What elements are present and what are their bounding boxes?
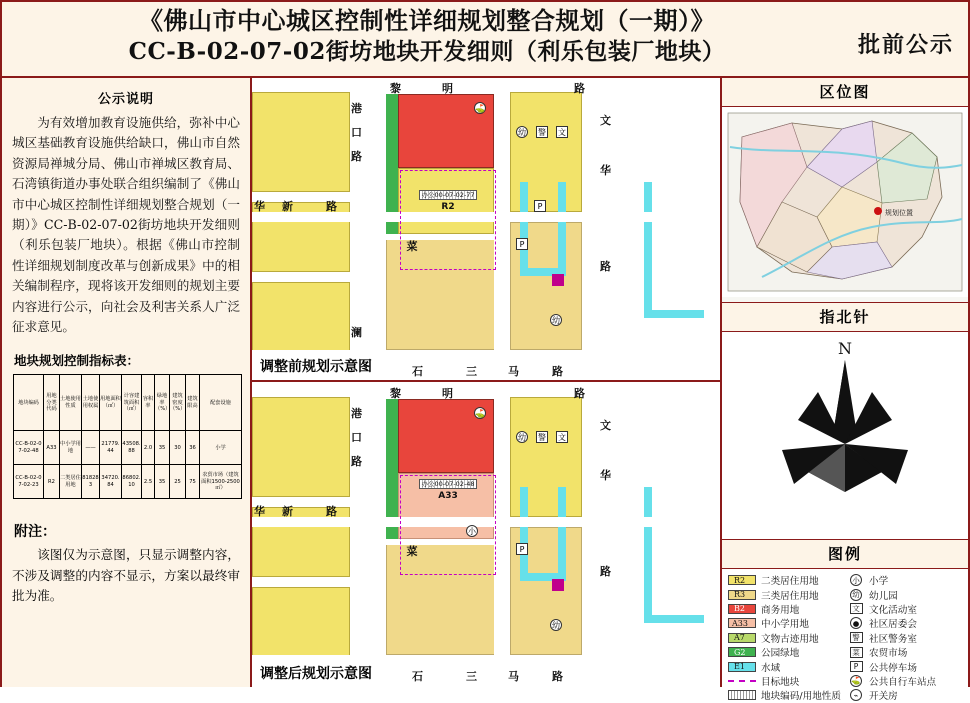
svg-text:N: N — [838, 339, 852, 358]
road-label: 明 — [442, 82, 453, 95]
map-column — [252, 78, 720, 687]
legend-code: A7 — [734, 633, 745, 643]
th-7: 绿地率（%） — [155, 375, 170, 431]
right-column — [720, 78, 968, 703]
parking-icon: P — [534, 200, 546, 212]
legend-item — [848, 688, 962, 702]
road-label: 马 — [508, 365, 519, 378]
plot-use-label: A33 — [438, 491, 458, 501]
cell-r1c1: R2 — [44, 465, 60, 499]
parking-icon: P — [516, 238, 528, 250]
road-label: 石 — [412, 365, 423, 378]
bike-station-icon: ⛳ — [475, 409, 485, 418]
community-committee-icon: ● — [848, 617, 864, 629]
map-before-caption: 调整前规划示意图 — [260, 359, 372, 375]
cell-r1c3: 818283 — [82, 465, 100, 499]
th-3: 土地使用权属 — [82, 375, 100, 431]
culture-room-icon: 文 — [848, 603, 864, 615]
legend-label: 文化活动室 — [869, 604, 917, 616]
road-label: 路 — [326, 505, 337, 518]
legend-label: 农贸市场 — [869, 648, 908, 660]
cell-r1c8: 25 — [170, 465, 186, 499]
legend-column-landuse — [728, 573, 842, 703]
compass-title: 指北针 — [722, 303, 968, 332]
road-label: 石 — [412, 670, 423, 683]
market-label: 菜 — [406, 545, 418, 558]
legend-item — [848, 573, 962, 587]
page-title — [32, 6, 822, 66]
road-label: 路 — [351, 150, 362, 163]
th-1: 用地分类代码 — [44, 375, 60, 431]
legend-label: 小学 — [869, 576, 889, 588]
primary-school-icon: 小 — [468, 527, 476, 536]
parking-icon: P — [848, 661, 864, 673]
plot-index-table — [13, 374, 242, 499]
legend-label: 二类居住用地 — [761, 576, 819, 588]
svg-text:规划位置: 规划位置 — [885, 209, 913, 217]
title-line-1: 《佛山市中心城区控制性详细规划整合规划（一期）》 — [139, 6, 715, 35]
compass-icon — [722, 332, 968, 512]
legend-label: 公共停车场 — [869, 662, 917, 674]
bike-station-icon: ⛳ — [475, 104, 485, 113]
legend-label: 地块编码/用地性质 — [761, 691, 841, 703]
parking-icon: P — [516, 543, 528, 555]
left-text-column — [2, 78, 252, 687]
legend-item — [848, 645, 962, 659]
primary-school-icon: 小 — [848, 574, 864, 586]
legend-item — [848, 602, 962, 616]
kindergarten-icon: 幼 — [552, 316, 560, 325]
cell-r0c6: 2.0 — [142, 431, 155, 465]
cell-r1c6: 2.5 — [142, 465, 155, 499]
road-label: 黎 — [390, 82, 401, 95]
legend-item — [848, 659, 962, 673]
location-map-svg — [722, 107, 968, 297]
cell-r0c3: —— — [82, 431, 100, 465]
legend-code: A33 — [732, 618, 748, 628]
police-icon: 警 — [538, 128, 546, 137]
th-4: 用地面积（㎡） — [100, 375, 122, 431]
cell-r0c10: 小学 — [200, 431, 242, 465]
road-label: 港 — [351, 407, 362, 420]
plot-use-label: R2 — [441, 202, 455, 212]
table-header-row — [14, 375, 242, 431]
road-label: 马 — [508, 670, 519, 683]
legend-item — [728, 674, 842, 688]
th-8: 建筑密度（%） — [170, 375, 186, 431]
legend — [722, 569, 968, 703]
target-plot-outline — [400, 170, 496, 270]
road-label: 路 — [600, 565, 611, 578]
road-label: 路 — [600, 260, 611, 273]
road-label: 路 — [552, 670, 563, 683]
notes-body: 该图仅为示意图，只显示调整内容，不涉及调整的内容不显示，方案以最终审批为准。 — [12, 547, 240, 604]
kindergarten-icon: 幼 — [848, 589, 864, 601]
location-map-title: 区位图 — [722, 78, 968, 107]
target-plot-outline — [400, 475, 496, 575]
road-label: 路 — [552, 365, 563, 378]
cell-r0c2: 中小学用地 — [60, 431, 82, 465]
plot-code-label: 办公00-07-02-77 — [421, 191, 475, 199]
notice-body: 为有效增加教育设施供给，弥补中心城区基础教育设施供给缺口，佛山市自然资源局禅城分局、佛山市禅城区教育局、石湾镇街道办事处联合组织编制了《佛山市中心城区控制性详细规划整合规划（一期）》CC-B-02-07-02街坊地块开发细则（利乐包装厂地块）。根据《佛山市控制性详细规划制度改革与创新成果》中的相关编制程序，现将该开发细则的规划主要内容进行公示，向社会及利害关系人广泛征求意见。 — [12, 115, 240, 334]
legend-code: R3 — [734, 590, 746, 600]
index-table-title: 地块规划控制指标表： — [14, 353, 140, 369]
table-row — [14, 431, 242, 465]
map-after-caption: 调整后规划示意图 — [260, 666, 372, 682]
legend-item — [728, 659, 842, 673]
road-label: 路 — [574, 82, 585, 95]
notes-title: 附注： — [14, 524, 56, 541]
culture-icon: 文 — [558, 433, 566, 442]
police-icon: 警 — [538, 433, 546, 442]
legend-code: G2 — [734, 647, 746, 657]
legend-label: 公园绿地 — [761, 648, 800, 660]
cell-r0c7: 35 — [155, 431, 170, 465]
cell-r1c0: CC-B-02-07-02-23 — [14, 465, 44, 499]
legend-item — [848, 674, 962, 688]
police-room-icon: 警 — [848, 632, 864, 644]
legend-label: 开关房 — [869, 691, 898, 703]
legend-label: 三类居住用地 — [761, 590, 819, 602]
th-10: 配套设施 — [200, 375, 242, 431]
th-5: 计容建筑面积（㎡） — [122, 375, 142, 431]
road-label: 明 — [442, 387, 453, 400]
cell-r1c7: 35 — [155, 465, 170, 499]
legend-label: 文物古迹用地 — [761, 633, 819, 645]
road-label: 华 — [600, 164, 611, 177]
publicity-stamp: 批前公示 — [857, 32, 954, 58]
map-before-adjustment[interactable] — [252, 78, 720, 382]
road-label: 路 — [574, 387, 585, 400]
table-row — [14, 465, 242, 499]
road-label: 文 — [600, 419, 611, 432]
road-label: 路 — [351, 455, 362, 468]
kindergarten-icon: 幼 — [552, 621, 560, 630]
title-line-2: CC-B-02-07-02街坊地块开发细则（利乐包装厂地块） — [128, 37, 726, 65]
th-2: 土地使用性质 — [60, 375, 82, 431]
legend-label: 商务用地 — [761, 604, 800, 616]
legend-code: B2 — [734, 604, 745, 614]
legend-label: 水域 — [761, 662, 781, 674]
road-label: 新 — [282, 505, 293, 518]
switch-room-icon: ⌁ — [848, 689, 864, 701]
legend-label: 中小学用地 — [761, 619, 809, 631]
legend-label: 社区警务室 — [869, 633, 917, 645]
road-label: 路 — [326, 200, 337, 213]
legend-item — [728, 631, 842, 645]
map-after-adjustment[interactable] — [252, 383, 720, 687]
legend-item — [848, 631, 962, 645]
swatch-target-outline — [728, 680, 756, 682]
cell-r1c2: 二类居住用地 — [60, 465, 82, 499]
cell-r0c1: A33 — [44, 431, 60, 465]
legend-item — [848, 587, 962, 601]
th-0: 地块编码 — [14, 375, 44, 431]
road-label: 黎 — [390, 387, 401, 400]
road-label: 三 — [466, 670, 477, 683]
legend-item — [728, 573, 842, 587]
road-label: 澜 — [351, 326, 362, 339]
plot-code-label: 办公00-07-02-48 — [421, 480, 475, 488]
road-label: 三 — [466, 365, 477, 378]
legend-code: R2 — [734, 575, 746, 585]
legend-item — [728, 616, 842, 630]
notice-title: 公示说明 — [97, 92, 154, 107]
legend-label: 目标地块 — [761, 676, 800, 688]
page-header — [2, 2, 968, 78]
cell-r0c0: CC-B-02-07-02-48 — [14, 431, 44, 465]
legend-item — [848, 616, 962, 630]
cell-r0c8: 30 — [170, 431, 186, 465]
cell-r1c9: 75 — [186, 465, 200, 499]
legend-title: 图例 — [722, 540, 968, 569]
road-label: 文 — [600, 114, 611, 127]
th-6: 容积率 — [142, 375, 155, 431]
th-9: 建筑限高 — [186, 375, 200, 431]
culture-icon: 文 — [558, 128, 566, 137]
market-icon: 菜 — [848, 646, 864, 658]
legend-label: 社区居委会 — [869, 619, 917, 631]
swatch-plot-code — [728, 690, 756, 700]
legend-column-facilities — [848, 573, 962, 703]
cell-r0c4: 21779.44 — [100, 431, 122, 465]
cell-r1c10: 农贸市场（建筑面积1500-2500㎡） — [200, 465, 242, 499]
road-label: 华 — [254, 505, 265, 518]
cell-r1c5: 86802.10 — [122, 465, 142, 499]
legend-code: E1 — [734, 662, 745, 672]
legend-item — [728, 688, 842, 702]
kindergarten-icon: 幼 — [518, 433, 526, 442]
bike-station-icon: ⛳ — [851, 676, 861, 686]
road-label: 新 — [282, 200, 293, 213]
kindergarten-icon: 幼 — [518, 128, 526, 137]
road-label: 口 — [351, 126, 362, 139]
road-label: 华 — [254, 200, 265, 213]
cell-r0c5: 43508.88 — [122, 431, 142, 465]
compass — [722, 332, 968, 540]
road-label: 港 — [351, 102, 362, 115]
market-label: 菜 — [406, 240, 418, 253]
cell-r0c9: 36 — [186, 431, 200, 465]
road-label: 华 — [600, 469, 611, 482]
legend-label: 公共自行车站点 — [869, 676, 937, 688]
road-label: 口 — [351, 431, 362, 444]
location-map[interactable] — [722, 107, 968, 303]
cell-r1c4: 34720.84 — [100, 465, 122, 499]
legend-item — [728, 587, 842, 601]
legend-item — [728, 645, 842, 659]
legend-label: 幼儿园 — [869, 590, 898, 602]
legend-item — [728, 602, 842, 616]
